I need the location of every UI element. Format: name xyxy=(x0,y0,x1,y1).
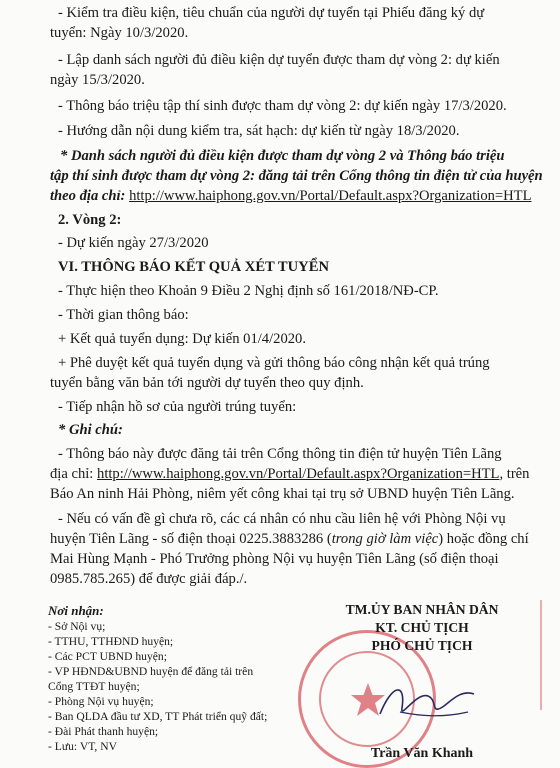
text-line: - Lập danh sách người đủ điều kiện dự tuyển được tham dự vòng 2: dự kiến xyxy=(58,52,500,68)
recipient-item: - VP HĐND&UBND huyện để đăng tải trên xyxy=(48,665,254,678)
text-line xyxy=(50,530,529,549)
recipient-item: Cổng TTĐT huyện; xyxy=(48,680,140,693)
text-fragment: ) hoặc đồng chí xyxy=(438,531,529,547)
text-line: 0985.785.265) để được giải đáp./. xyxy=(50,571,248,587)
text-line xyxy=(50,187,532,206)
text-line: + Kết quả tuyển dụng: Dự kiến 01/4/2020. xyxy=(58,331,306,347)
section-heading: VI. THÔNG BÁO KẾT QUẢ XÉT TUYỂN xyxy=(58,259,329,275)
signature-line: PHÓ CHỦ TỊCH xyxy=(371,638,473,653)
section-heading: 2. Vòng 2: xyxy=(58,212,122,228)
text-line: - Thời gian thông báo: xyxy=(58,307,189,323)
text-fragment-italic: trong giờ làm việc xyxy=(331,531,439,547)
text-line: tuyển: Ngày 10/3/2020. xyxy=(50,25,189,41)
recipient-item: - Phòng Nội vụ huyện; xyxy=(48,695,154,708)
text-line: - Thông báo này được đăng tải trên Cổng thông tin điện tử huyện Tiên Lãng xyxy=(58,446,502,462)
recipients-title: Nơi nhận: xyxy=(48,603,104,618)
signer-name: Trần Văn Khanh xyxy=(370,746,474,761)
signature-line: TM.ỦY BAN NHÂN DÂN xyxy=(345,602,499,617)
text-line: * Danh sách người đủ điều kiện được tham dự vòng 2 và Thông báo triệu xyxy=(60,148,505,164)
text-line: - Nếu có vấn đề gì chưa rõ, các cá nhân có nhu cầu liên hệ với Phòng Nội vụ xyxy=(58,511,506,527)
text-line: Mai Hùng Mạnh - Phó Trưởng phòng Nội vụ huyện Tiên Lãng (số điện thoại xyxy=(50,551,499,567)
text-line: - Thông báo triệu tập thí sinh được tham dự vòng 2: dự kiến ngày 17/3/2020. xyxy=(58,98,507,114)
page-edge-stamp xyxy=(540,600,560,710)
text-line: Báo An ninh Hải Phòng, niêm yết công khai tại trụ sở UBND huyện Tiên Lãng. xyxy=(50,486,515,502)
portal-link[interactable]: http://www.haiphong.gov.vn/Portal/Default.aspx?Organization=HTL xyxy=(129,188,532,204)
text-fragment: huyện Tiên Lãng - số điện thoại 0225.3883286 ( xyxy=(50,531,332,547)
text-line: ngày 15/3/2020. xyxy=(50,72,145,88)
handwritten-signature xyxy=(372,672,482,732)
text-fragment: , trên xyxy=(499,466,530,482)
recipient-item: - Các PCT UBND huyện; xyxy=(48,650,167,663)
note-heading: * Ghi chú: xyxy=(58,422,123,438)
address-label: địa chỉ: xyxy=(50,466,98,482)
text-line: - Hướng dẫn nội dung kiểm tra, sát hạch: dự kiến từ ngày 18/3/2020. xyxy=(58,123,460,139)
recipient-item: - Ban QLDA đầu tư XD, TT Phát triển quỹ đất; xyxy=(48,710,268,723)
recipient-item: - TTHU, TTHĐND huyện; xyxy=(48,635,174,648)
text-line: tập thí sinh được tham dự vòng 2: đăng tải trên Cổng thông tin điện tử của huyện xyxy=(50,168,543,184)
text-line: - Kiểm tra điều kiện, tiêu chuẩn của người dự tuyển tại Phiếu đăng ký dự xyxy=(58,5,485,21)
recipient-item: - Sở Nội vụ; xyxy=(48,620,106,633)
address-label: theo địa chỉ: xyxy=(50,188,130,204)
recipient-item: - Lưu: VT, NV xyxy=(48,740,117,753)
signature-line: KT. CHỦ TỊCH xyxy=(375,620,469,635)
text-line xyxy=(50,465,529,484)
text-line: + Phê duyệt kết quả tuyển dụng và gửi thông báo công nhận kết quả trúng xyxy=(58,355,490,371)
recipient-item: - Đài Phát thanh huyện; xyxy=(48,725,159,738)
text-line: - Dự kiến ngày 27/3/2020 xyxy=(58,235,209,251)
text-line: tuyển bằng văn bản tới người dự tuyển theo quy định. xyxy=(50,375,364,391)
portal-link[interactable]: http://www.haiphong.gov.vn/Portal/Default.aspx?Organization=HTL xyxy=(97,466,500,482)
text-line: - Thực hiện theo Khoản 9 Điều 2 Nghị định số 161/2018/NĐ-CP. xyxy=(58,283,439,299)
text-line: - Tiếp nhận hồ sơ của người trúng tuyển: xyxy=(58,399,297,415)
